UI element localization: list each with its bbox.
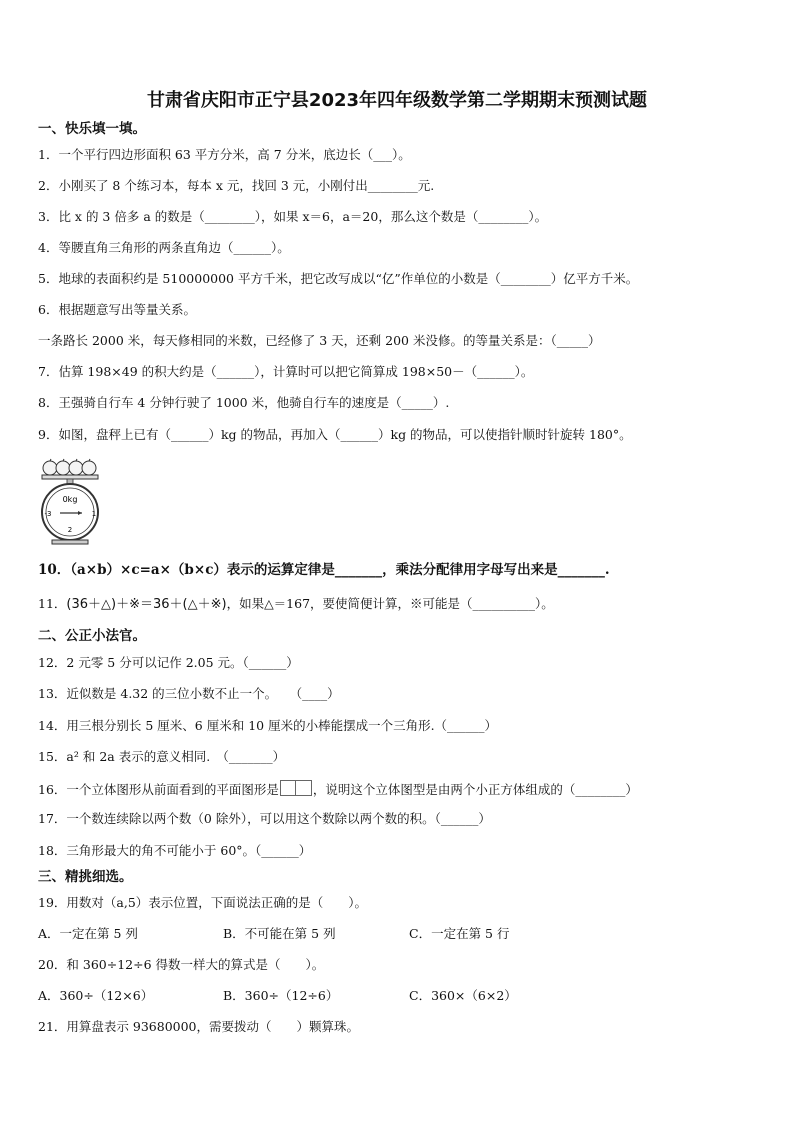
question-1: 1．一个平行四边形面积 63 平方分米，高 7 分米，底边长（___）。	[38, 147, 411, 162]
question-4: 4．等腰直角三角形的两条直角边（______）。	[38, 240, 290, 255]
section-1-heading: 一、快乐填一填。	[38, 121, 146, 137]
question-11-number: 11．	[38, 596, 67, 611]
question-11-formula: (36＋△)＋※＝36＋(△＋※)	[66, 597, 227, 612]
question-9: 9．如图，盘秤上已有（______）kg 的物品，再加入（______）kg 的物品，可以使指针顺时针旋转 180°。	[38, 427, 632, 442]
question-18: 18．三角形最大的角不可能小于 60°。（______）	[38, 843, 312, 858]
section-3-heading: 三、精挑细选。	[38, 869, 133, 885]
question-8: 8．王强骑自行车 4 分钟行驶了 1000 米，他骑自行车的速度是（_____）.	[38, 395, 450, 410]
question-19-option-a: A．一定在第 5 列	[38, 926, 138, 941]
scale-tray	[42, 475, 98, 479]
question-19-option-c: C．一定在第 5 行	[409, 926, 510, 941]
question-11	[38, 596, 554, 613]
question-20-option-b: B．360÷（12÷6）	[223, 988, 339, 1003]
question-5: 5．地球的表面积约是 510000000 平方千米，把它改写成以“亿”作单位的小数是（________）亿平方千米。	[38, 271, 639, 286]
question-12: 12．2 元零 5 分可以记作 2.05 元。（______）	[38, 655, 299, 670]
dial-center-label: 0kg	[62, 495, 78, 504]
apples	[43, 459, 96, 475]
dial-tick-2: 2	[67, 526, 73, 534]
question-19: 19．用数对（a,5）表示位置，下面说法正确的是（ ）。	[38, 895, 368, 910]
question-17: 17．一个数连续除以两个数（0 除外），可以用这个数除以两个数的积。（______）	[38, 811, 491, 826]
question-6: 6．根据题意写出等量关系。	[38, 302, 196, 317]
question-20-option-a: A．360÷（12×6）	[38, 988, 154, 1003]
question-7: 7．估算 198×49 的积大约是（______），计算时可以把它简算成 198×50－（______）。	[38, 364, 534, 379]
question-13: 13．近似数是 4.32 的三位小数不止一个。 （____）	[38, 686, 340, 701]
question-19-options	[38, 926, 509, 942]
question-20-options	[38, 988, 517, 1004]
question-10: 10．（a×b）×c=a×（b×c）表示的运算定律是_______，乘法分配律用字母写出来是_______.	[38, 562, 610, 578]
dial-tick-1: 1	[91, 510, 97, 518]
question-16	[38, 780, 638, 798]
section-2-heading: 二、公正小法官。	[38, 628, 146, 644]
page-title: 甘肃省庆阳市正宁县2023年四年级数学第二学期期末预测试题	[146, 90, 648, 111]
question-16-text-a: 16．一个立体图形从前面看到的平面图形是	[38, 782, 279, 797]
question-20: 20．和 360÷12÷6 得数一样大的算式是（ ）。	[38, 957, 325, 972]
balance-scale-figure	[38, 458, 108, 548]
question-21: 21．用算盘表示 93680000，需要拨动（ ）颗算珠。	[38, 1019, 360, 1034]
question-14: 14．用三根分别长 5 厘米、6 厘米和 10 厘米的小棒能摆成一个三角形.（______）	[38, 718, 498, 733]
question-16-text-b: ，说明这个立体图型是由两个小正方体组成的（________）	[312, 782, 638, 797]
question-19-option-b: B．不可能在第 5 列	[223, 926, 336, 941]
question-2: 2．小刚买了 8 个练习本，每本 x 元，找回 3 元，小刚付出________元.	[38, 178, 435, 193]
question-11-text: ，如果△＝167，要使简便计算，※可能是（__________）。	[226, 596, 554, 611]
dial-tick-minus3: -3	[44, 510, 52, 518]
question-15: 15．a² 和 2a 表示的意义相同. （_______）	[38, 749, 286, 764]
two-cube-front-view-icon	[280, 780, 312, 796]
question-20-option-c: C．360×（6×2）	[409, 988, 517, 1003]
question-3: 3．比 x 的 3 倍多 a 的数是（________），如果 x＝6，a＝20，那么这个数是（________）。	[38, 209, 548, 224]
scale-base	[52, 540, 88, 544]
question-6-detail: 一条路长 2000 米，每天修相同的米数，已经修了 3 天，还剩 200 米没修。的等量关系是：（_____）	[38, 333, 601, 348]
